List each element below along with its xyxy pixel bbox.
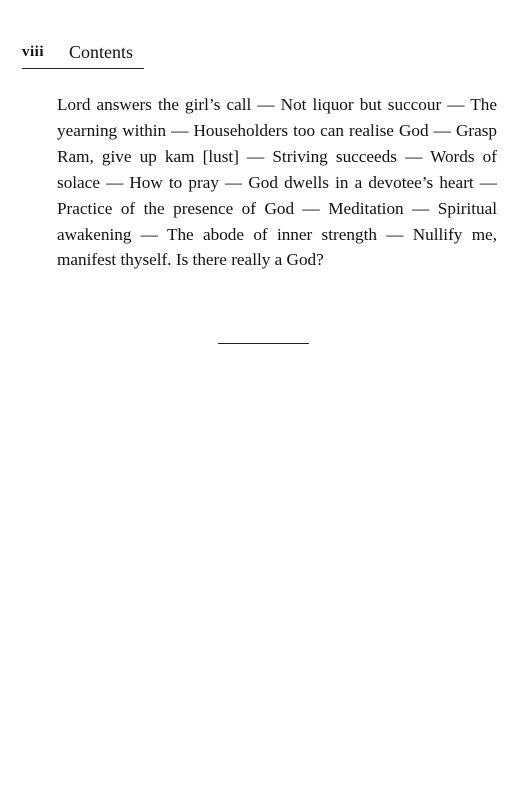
page-header [22,44,144,69]
running-title: Contents [69,42,134,62]
contents-paragraph: Lord answers the girl’s call — Not liquor but succour — The yearning within — Householders too can realise God — Grasp Ram, give up kam [lust] — Striving succeeds — Words of solace — How to pray — God dwells in a devotee’s heart — Practice of the presence of God — Meditation — Spiritual awakening — The abode of inner strength — Nullify me, manifest thyself. Is there really a God? [57,95,497,270]
page-number: viii [22,44,45,60]
section-end-rule [218,343,309,344]
